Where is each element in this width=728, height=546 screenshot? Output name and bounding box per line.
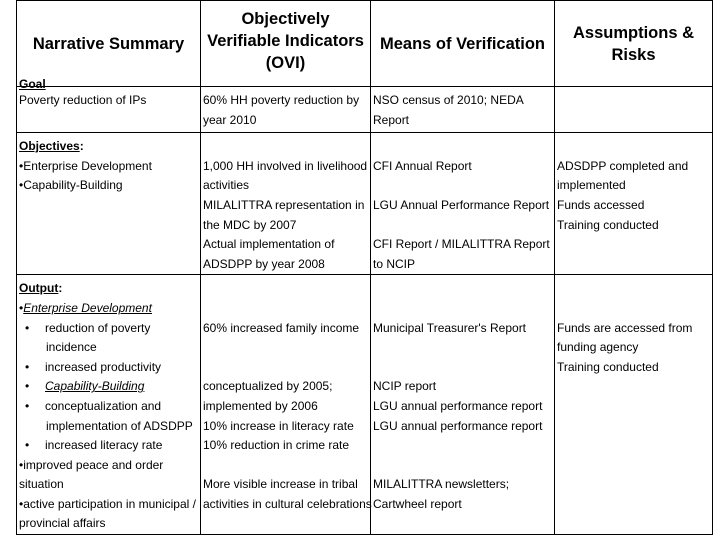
output-assumptions-training: Training conducted	[557, 359, 659, 374]
objectives-ovi-line6: ADSDPP by year 2008	[203, 256, 325, 271]
objectives-mov-line3: LGU Annual Performance Report	[373, 197, 550, 212]
output-concept-item: • conceptualization and	[25, 398, 162, 413]
header-assumptions	[555, 1, 713, 87]
output-assumptions-cell	[555, 275, 713, 535]
output-ovi-tribal1: More visible increase in tribal	[203, 477, 358, 492]
output-enterprise-line: •Enterprise Development	[19, 300, 152, 315]
output-assumptions-funds2: funding agency	[557, 340, 639, 355]
output-mov-news2: Cartwheel report	[373, 496, 462, 511]
output-literacy-item: • increased literacy rate	[25, 438, 163, 453]
output-participation-line2: provincial affairs	[19, 516, 106, 531]
output-mov-ncip: NCIP report	[373, 379, 437, 394]
goal-row	[17, 87, 713, 133]
objectives-mov-line5: CFI Report / MILALITTRA Report	[373, 237, 550, 252]
goal-mov-line1: NSO census of 2010; NEDA	[373, 93, 524, 107]
objectives-mov-cell	[371, 133, 555, 275]
output-capability-line: • Capability-Building	[25, 379, 145, 394]
output-participation-line1: •active participation in municipal /	[19, 496, 196, 511]
objectives-ovi-line2: activities	[203, 178, 250, 193]
output-peace-line1: •improved peace and order	[19, 457, 164, 472]
objectives-ovi-cell	[201, 133, 371, 275]
logframe-table	[16, 0, 713, 535]
objectives-assumptions-line2: implemented	[557, 178, 626, 193]
header-row	[17, 1, 713, 87]
goal-narrative-cell	[17, 77, 201, 133]
objectives-title: Objectives	[19, 139, 80, 154]
objectives-item-enterprise: •Enterprise Development	[19, 158, 152, 173]
goal-narrative: Poverty reduction of IPs	[19, 93, 147, 107]
objectives-narrative-cell	[17, 133, 201, 275]
objectives-ovi-line1: 1,000 HH involved in livelihood	[203, 158, 368, 173]
objectives-item-capability: •Capability-Building	[19, 178, 123, 193]
objectives-assumptions-line4: Training conducted	[557, 217, 659, 232]
output-ovi-tribal2: activities in cultural celebrations	[203, 496, 372, 511]
output-narrative-cell	[17, 275, 201, 535]
objectives-assumptions-cell	[555, 133, 713, 275]
output-concept-cont: implementation of ADSDPP	[46, 418, 193, 433]
output-row	[17, 275, 713, 535]
header-means-of-verification: Means of Verification	[371, 1, 555, 87]
header-assumptions-line2: Risks	[611, 45, 656, 64]
output-title: Output	[19, 281, 59, 296]
output-mov-news1: MILALITTRA newsletters;	[373, 477, 510, 492]
header-assumptions-line1: Assumptions &	[572, 23, 694, 42]
output-ovi-concept1: conceptualized by 2005;	[203, 379, 333, 394]
output-enterprise-heading: Enterprise Development	[23, 300, 152, 315]
output-reduction-cont: incidence	[46, 340, 97, 355]
objectives-ovi-line5: Actual implementation of	[203, 237, 335, 252]
objectives-assumptions-line1: ADSDPP completed and	[557, 158, 689, 173]
output-assumptions-funds1: Funds are accessed from	[557, 320, 693, 335]
header-narrative-summary: Narrative Summary	[17, 1, 201, 87]
output-mov-treasurer: Municipal Treasurer's Report	[373, 320, 527, 335]
objectives-mov-line1: CFI Annual Report	[373, 158, 472, 173]
goal-ovi-line1: 60% HH poverty reduction by	[203, 93, 360, 107]
output-peace-line2: situation	[19, 477, 64, 492]
objectives-title-line: Objectives:	[19, 139, 84, 154]
objectives-ovi-line3: MILALITTRA representation in	[203, 197, 365, 212]
objectives-assumptions-line3: Funds accessed	[557, 197, 645, 212]
goal-ovi-line2: year 2010	[203, 112, 257, 127]
output-ovi-cell	[201, 275, 371, 535]
output-productivity-item: • increased productivity	[25, 359, 162, 374]
output-ovi-concept2: implemented by 2006	[203, 398, 318, 413]
goal-mov-line2: Report	[373, 112, 410, 127]
output-ovi-crime: 10% reduction in crime rate	[203, 438, 350, 453]
objectives-ovi-line4: the MDC by 2007	[203, 217, 297, 232]
output-mov-cell	[371, 275, 555, 535]
header-ovi-line2: Verifiable Indicators	[207, 31, 364, 50]
header-ovi-line1: Objectively	[241, 9, 330, 28]
goal-mov-cell	[371, 87, 555, 133]
output-mov-lgu1: LGU annual performance report	[373, 398, 543, 413]
goal-title: Goal	[19, 77, 46, 91]
goal-ovi-cell	[201, 87, 371, 133]
output-capability-heading: Capability-Building	[45, 379, 145, 394]
objectives-row	[17, 133, 713, 275]
goal-assumptions-cell	[555, 87, 713, 133]
output-reduction-item: • reduction of poverty	[25, 320, 151, 335]
logframe-table-container	[16, 0, 712, 542]
objectives-mov-line6: to NCIP	[373, 256, 416, 271]
header-ovi-line3: (OVI)	[265, 53, 306, 72]
output-title-line: Output:	[19, 281, 63, 296]
output-mov-lgu2: LGU annual performance report	[373, 418, 543, 433]
header-ovi	[201, 1, 371, 87]
output-ovi-income: 60% increased family income	[203, 320, 360, 335]
output-ovi-literacy: 10% increase in literacy rate	[203, 418, 354, 433]
